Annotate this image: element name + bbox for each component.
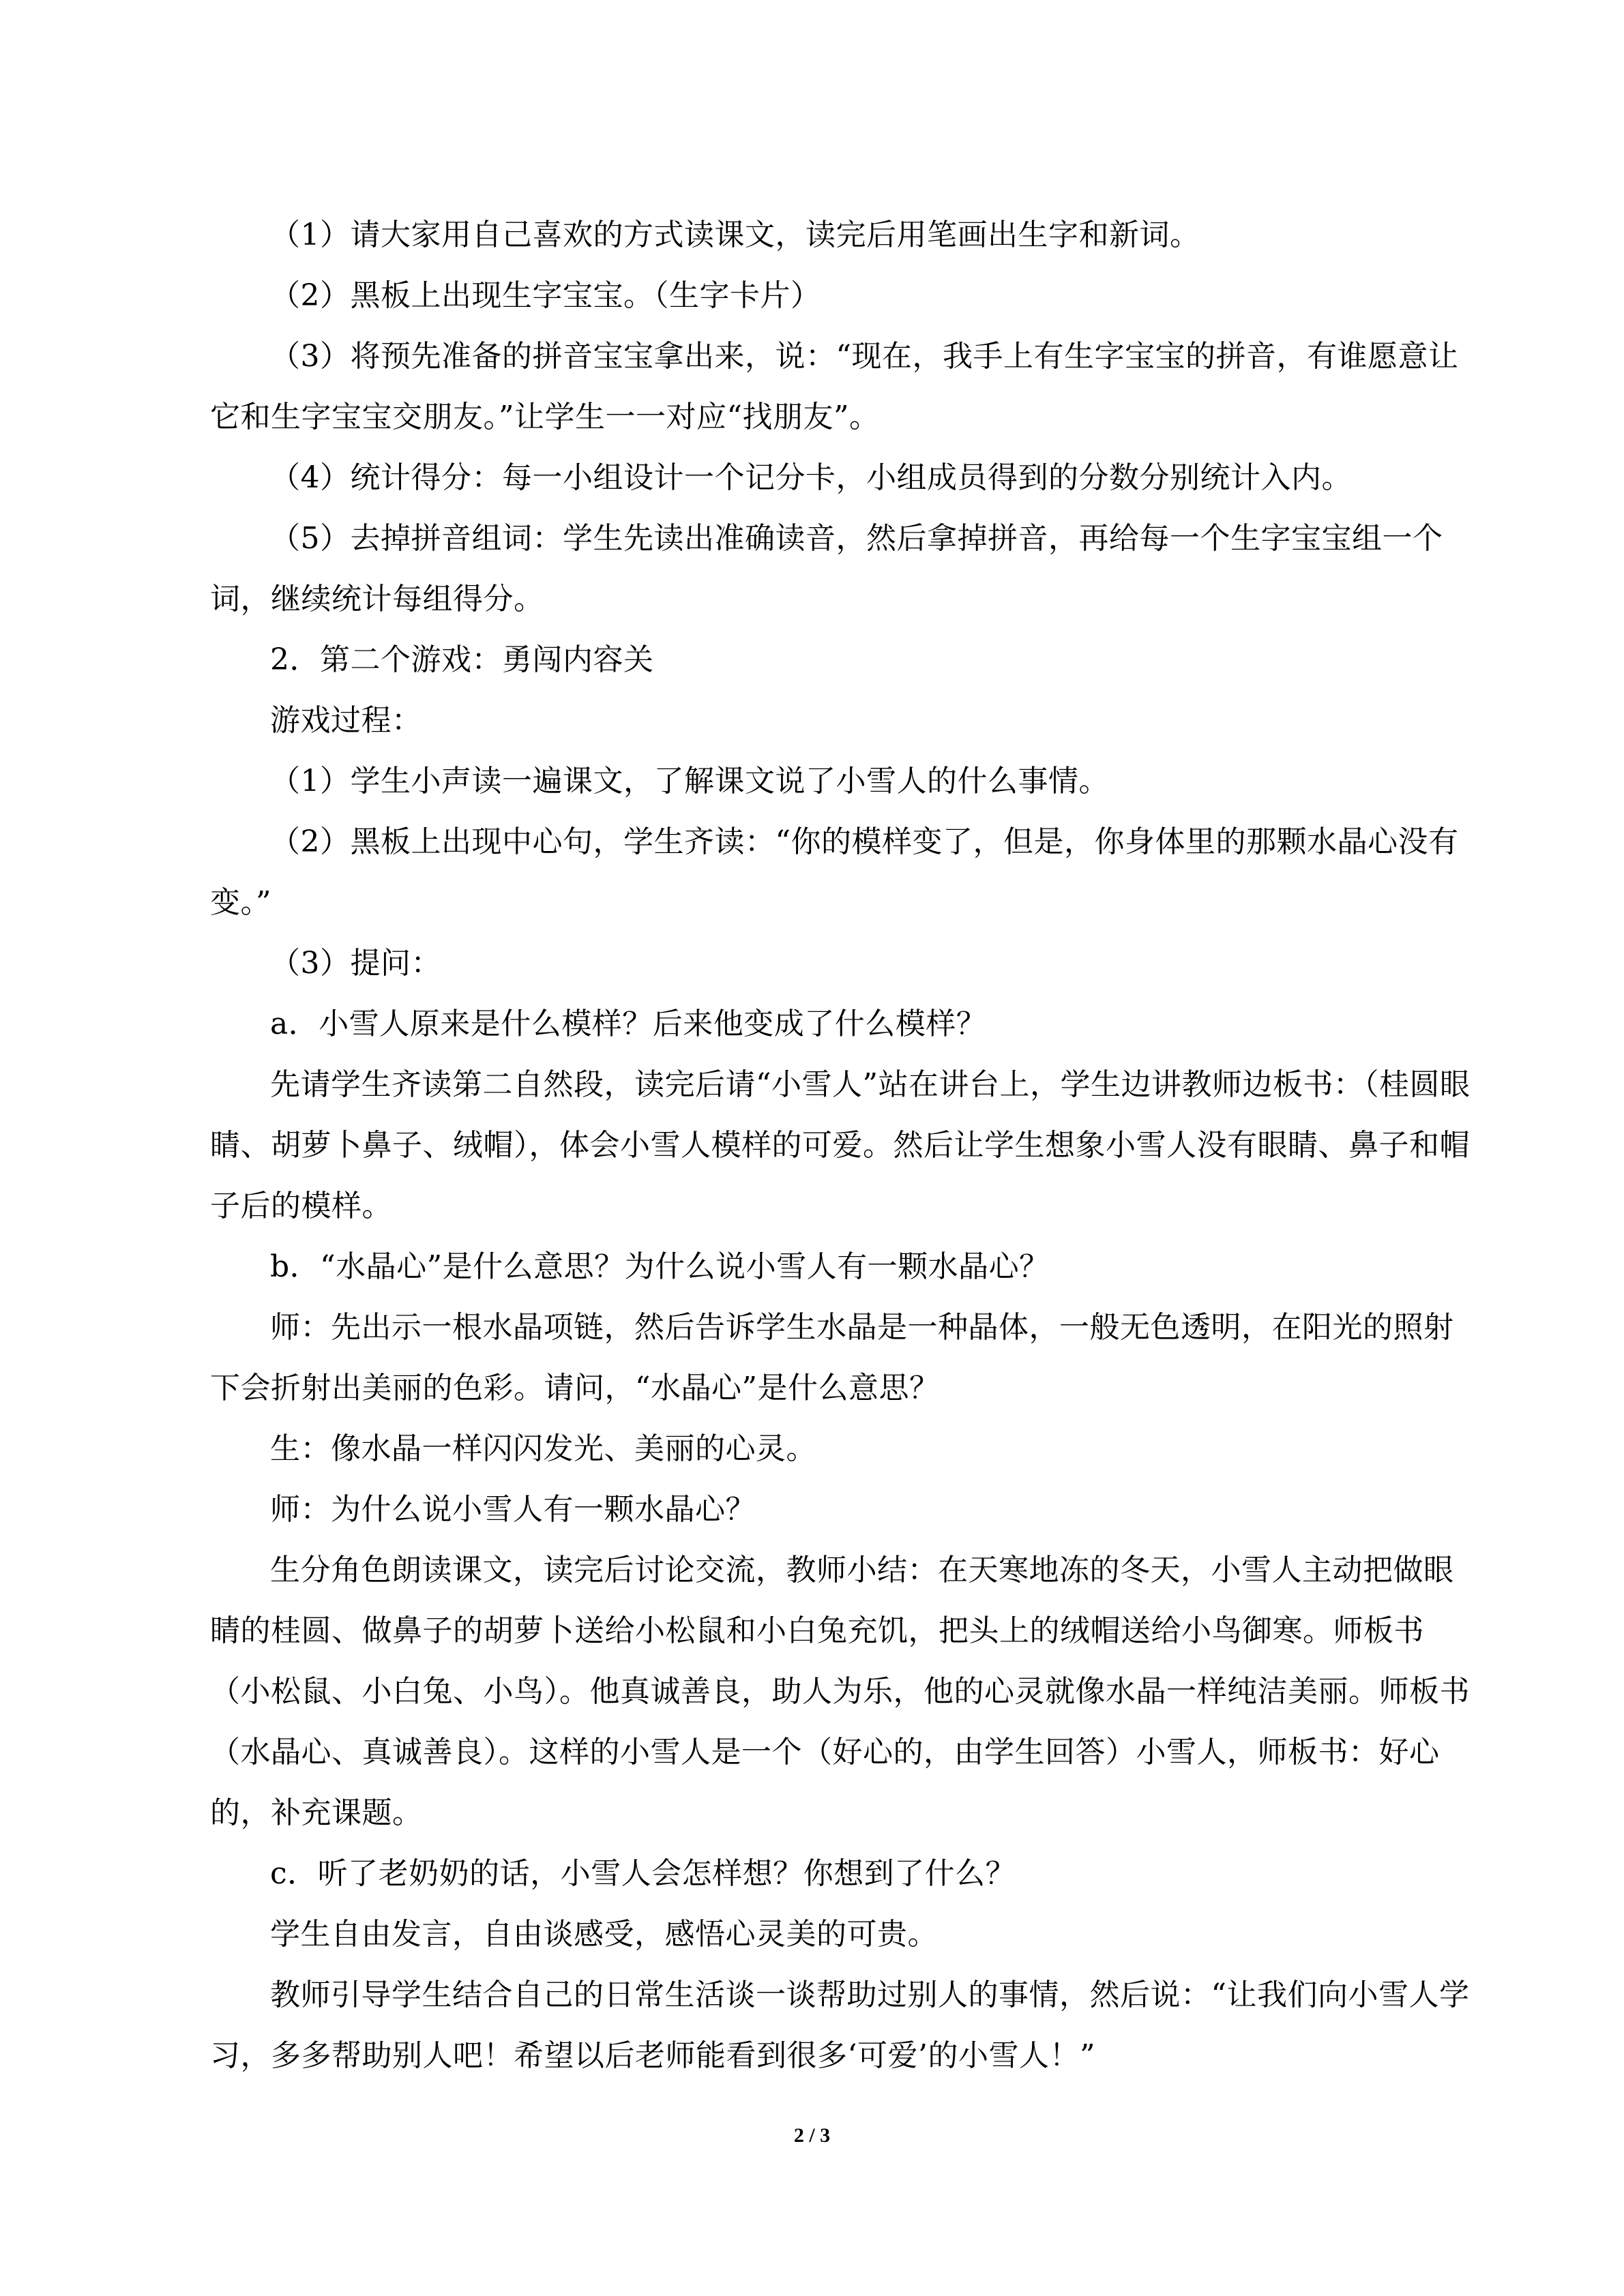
question-item: b．“水晶心”是什么意思？为什么说小雪人有一颗水晶心？ [270,1249,1050,1284]
question-item: a．小雪人原来是什么模样？后来他变成了什么模样？ [270,1007,987,1041]
paragraph: （2）黑板上出现中心句，学生齐读：“你的模样变了，但是，你身体里的那颗水晶心没有变。” [210,824,1459,920]
paragraph: 师：为什么说小雪人有一颗水晶心？ [270,1492,756,1527]
paragraph: 学生自由发言，自由谈感受，感悟心灵美的可贵。 [270,1917,938,1952]
page-number: 2 / 3 [793,2124,831,2147]
paragraph: 先请学生齐读第二自然段，读完后请“小雪人”站在讲台上，学生边讲教师边板书：（桂圆眼睛、胡萝卜鼻子、绒帽），体会小雪人模样的可爱。然后让学生想象小雪人没有眼睛、鼻子和帽子后的模样。 [210,1067,1471,1223]
document-body [210,205,1480,2086]
paragraph: （1）请大家用自己喜欢的方式读课文，读完后用笔画出生字和新词。 [270,218,1200,252]
paragraph: 师：先出示一根水晶项链，然后告诉学生水晶是一种晶体，一般无色透明，在阳光的照射下会折射出美丽的色彩。请问，“水晶心”是什么意思？ [210,1310,1454,1405]
paragraph: 游戏过程： [270,703,422,738]
paragraph: 生分角色朗读课文，读完后讨论交流，教师小结：在天寒地冻的冬天，小雪人主动把做眼睛的桂圆、做鼻子的胡萝卜送给小松鼠和小白兔充饥，把头上的绒帽送给小鸟御寒。师板书（小松鼠、小白兔、小鸟）。他真诚善良，助人为乐，他的心灵就像水晶一样纯洁美丽。师板书（水晶心、真诚善良）。这样的小雪人是一个（好心的，由学生回答）小雪人，师板书：好心的，补充课题。 [210,1553,1470,1830]
paragraph: （3）将预先准备的拼音宝宝拿出来，说：“现在，我手上有生字宝宝的拼音，有谁愿意让它和生字宝宝交朋友。”让学生一一对应“找朋友”。 [210,339,1459,434]
paragraph: 教师引导学生结合自己的日常生活谈一谈帮助过别人的事情，然后说：“让我们向小雪人学习，多多帮助别人吧！希望以后老师能看到很多‘可爱’的小雪人！” [210,1978,1470,2073]
paragraph: （5）去掉拼音组词：学生先读出准确读音，然后拿掉拼音，再给每一个生字宝宝组一个词，继续统计每组得分。 [210,521,1443,616]
section-heading: 2．第二个游戏：勇闯内容关 [270,642,654,677]
paragraph: （3）提问： [270,946,441,981]
paragraph: （2）黑板上出现生字宝宝。（生字卡片） [270,278,821,313]
paragraph: 生：像水晶一样闪闪发光、美丽的心灵。 [270,1431,816,1466]
paragraph: （4）统计得分：每一小组设计一个记分卡，小组成员得到的分数分别统计入内。 [270,460,1352,495]
paragraph: （1）学生小声读一遍课文，了解课文说了小雪人的什么事情。 [270,764,1109,799]
question-item: c．听了老奶奶的话，小雪人会怎样想？你想到了什么？ [270,1856,1016,1891]
